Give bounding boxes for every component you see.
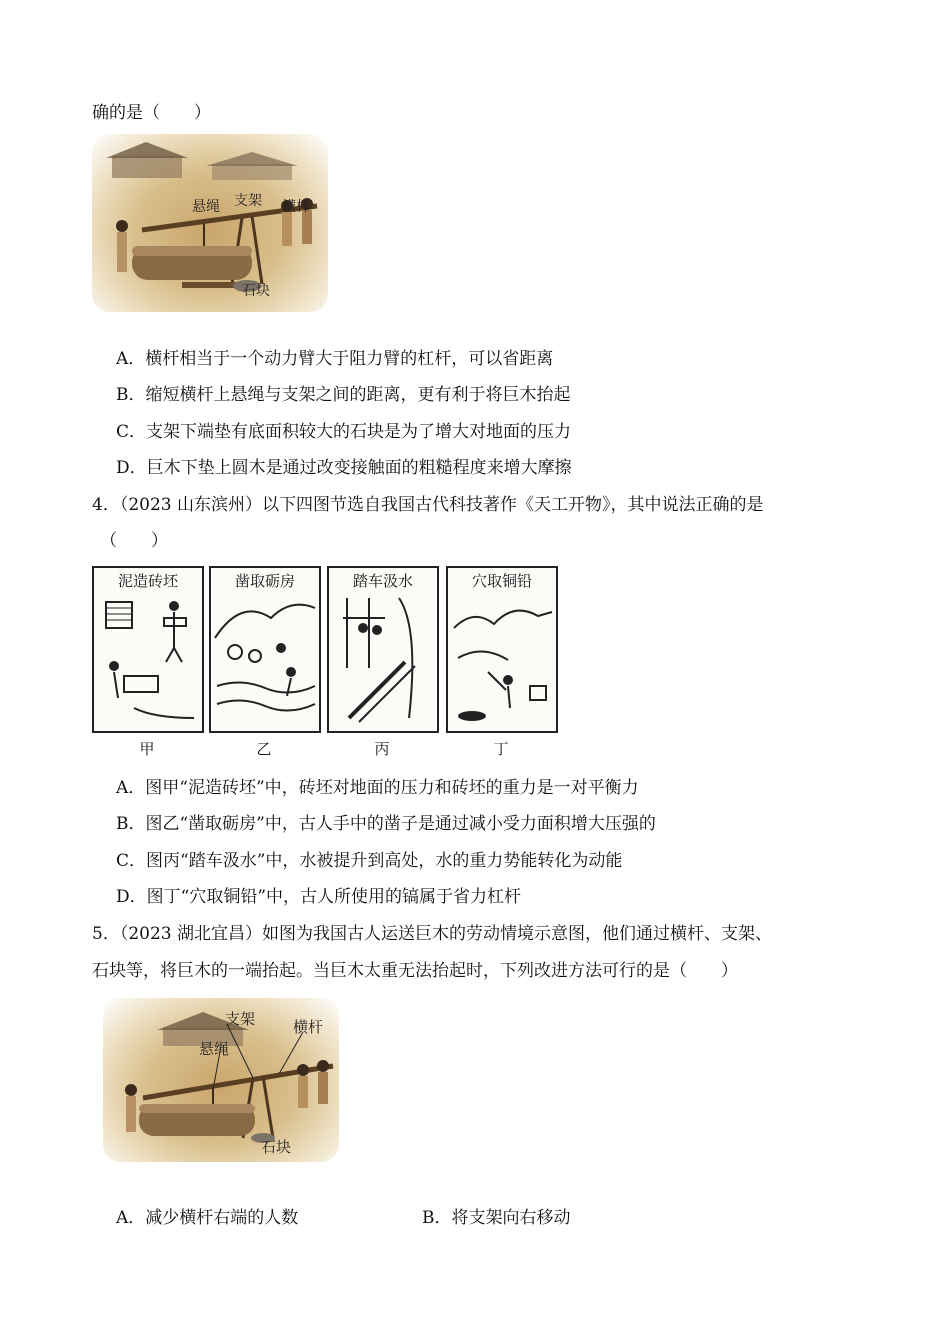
q4-option-d[interactable]: D．图丁“穴取铜铅”中，古人所使用的镐属于省力杠杆 bbox=[116, 887, 522, 907]
q3-option-c[interactable]: C．支架下端垫有底面积较大的石块是为了增大对地面的压力 bbox=[116, 422, 572, 442]
oyster-quarrying-woodcut bbox=[211, 568, 319, 731]
q4-stem-line1: 4．（2023 山东滨州）以下四图节选自我国古代科技著作《天工开物》，其中说法正确的是 bbox=[92, 495, 764, 515]
label-support-frame-2: 支架 bbox=[225, 1010, 256, 1028]
panel-jia bbox=[92, 566, 204, 733]
panel-bing bbox=[327, 566, 439, 733]
q3-option-a[interactable]: A．横杆相当于一个动力臂大于阻力臂的杠杆，可以省距离 bbox=[116, 349, 554, 369]
q5-stem-line2: 石块等，将巨木的一端抬起。当巨木太重无法抬起时，下列改进方法可行的是（ ） bbox=[92, 961, 738, 981]
label-stone: 石块 bbox=[242, 283, 270, 299]
panel-jia-title: 泥造砖坯 bbox=[117, 572, 178, 590]
q5-option-b[interactable]: B．将支架向右移动 bbox=[422, 1208, 571, 1228]
q4-option-c[interactable]: C．图丙“踏车汲水”中，水被提升到高处，水的重力势能转化为动能 bbox=[116, 851, 623, 871]
panel-yi-title: 凿取砺房 bbox=[234, 572, 295, 590]
caption-ding: 丁 bbox=[493, 740, 509, 758]
waterwheel-woodcut bbox=[329, 568, 437, 731]
label-hanging-rope: 悬绳 bbox=[192, 199, 220, 215]
q3-figure bbox=[92, 134, 328, 312]
q5-stem-line1: 5．（2023 湖北宜昌）如图为我国古人运送巨木的劳动情境示意图，他们通过横杆、支架、 bbox=[92, 924, 772, 944]
q4-option-b[interactable]: B．图乙“凿取砺房”中，古人手中的凿子是通过减小受力面积增大压强的 bbox=[116, 814, 656, 834]
caption-bing: 丙 bbox=[374, 740, 390, 758]
copper-mining-woodcut bbox=[448, 568, 556, 731]
q4-option-a[interactable]: A．图甲“泥造砖坯”中，砖坯对地面的压力和砖坯的重力是一对平衡力 bbox=[116, 778, 639, 798]
q3-stem-tail: 确的是（ ） bbox=[92, 103, 211, 123]
lever-scene-illustration bbox=[92, 134, 328, 312]
q3-option-b[interactable]: B．缩短横杆上悬绳与支架之间的距离，更有利于将巨木抬起 bbox=[116, 385, 571, 405]
caption-jia: 甲 bbox=[139, 740, 155, 758]
label-stone-2: 石块 bbox=[261, 1138, 292, 1156]
label-crossbar: 横杆 bbox=[282, 199, 310, 215]
brick-making-woodcut bbox=[94, 568, 202, 731]
panel-yi bbox=[209, 566, 321, 733]
panel-ding-title: 穴取铜铅 bbox=[471, 572, 532, 590]
label-crossbar-2: 横杆 bbox=[293, 1018, 324, 1036]
label-support-frame: 支架 bbox=[234, 193, 262, 209]
q5-option-a[interactable]: A．减少横杆右端的人数 bbox=[116, 1208, 299, 1228]
q4-stem-line2: （ ） bbox=[100, 531, 168, 551]
caption-yi: 乙 bbox=[256, 740, 272, 758]
panel-bing-title: 踏车汲水 bbox=[352, 572, 413, 590]
panel-ding bbox=[446, 566, 558, 733]
q3-option-d[interactable]: D．巨木下垫上圆木是通过改变接触面的粗糙程度来增大摩擦 bbox=[116, 458, 572, 478]
label-hanging-rope-2: 悬绳 bbox=[199, 1040, 230, 1058]
q5-figure bbox=[103, 998, 339, 1162]
